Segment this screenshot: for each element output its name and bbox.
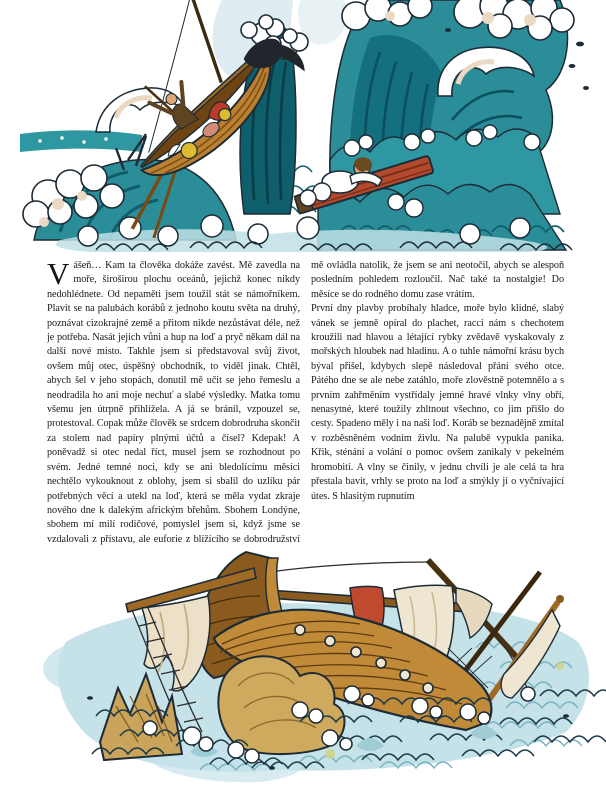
drop-cap: V [47, 259, 70, 291]
paragraph-1-text: ášeň… Kam ta člověka dokáže zavést. Mě zavedla na moře, široširou plochu oceánů, jejichž konec nikdy nedohlédnete. Od nepaměti jsem toužil stát se námořníkem. Plavit se na palubách korábů z jednoho koutu světa na druhý, poznávat cizokrajné země a přitom nikde nezůstávat déle, než je potřeba. Nasát jejich vůni a hup na loď a pryč někam dál na další nové místo. Takhle jsem si představoval svůj život, ovšem můj otec, úspěšný obchodník, to viděl jinak. Chtěl, abych šel v jeho stopách, donutil mě učit se jeho řemeslu a neodradila ho ani moje nechuť a slabé výsledky. Matka tomu všemu jen útrpně přihlížela. A já se bránil, vzpouzel se, protestoval. Copak může člověk se srdcem dobrodruha skončit za stolem nad papíry plnými účtů a čísel? Kdepak! A poněvadž si otec nedal říct, musel jsem se rozhodnout po svém. Jedné temné noci, kdy se ani bledolícímu měsíci nechtělo vykouknout z oblohy, jsem si sbalil do uzlíku pár potřebných věcí a utekl na loď, která se měla vydat zkraje nového dne k dalekým africkým břehům. Sbohem Londýne, sbohem mí milí rodičové, pomyslel jsem si, když jsme se vzdalovali z přístavu, ale euforie z blížícího se dobrodružství mě ovládla natolik, že jsem se ani neotočil, abych se alespoň posledním pohledem rozloučil. Nač také ta nostalgie! Do měsíce se do rodného domu zase vrátím. [47, 260, 564, 545]
story-text [47, 259, 564, 551]
distant-sea [20, 130, 142, 152]
storm-boat-illustration [0, 0, 606, 258]
story-paragraph-2: První dny plavby probíhaly hladce, moře bylo klidné, slabý vánek se jemně opíral do plachet, racci nám s chechotem kroužili nad hlavou a létající rybky zvědavě vyskakovaly z mořských hloubek nad hladinu. A o tuhle námořní krásu bych býval přišel, kdybych slepě následoval přání svého otce. Pátého dne se ale nebe zatáhlo, moře zlověstně potemnělo a s prvním zahřměním vystřídaly jemné hravé vlnky vlny obří, nenasytné, které toužily zhltnout všechno, co jim přišlo do cesty. Spadeno měly i na naši loď. Koráb se beznadějně zmítal v rozběsněném vodním živlu. Na palubě vypukla panika. Křik, sténání a volání o pomoc ovšem zanikaly v pekelném hromobití. A vlny se činily, v jednu chvíli je ale celá ta hra přestala bavit, vrhly se proto na loď a smýkly jí o vyčnívající útes. S hlasitým rupnutím [311, 303, 564, 502]
shipwreck-illustration [0, 546, 606, 798]
